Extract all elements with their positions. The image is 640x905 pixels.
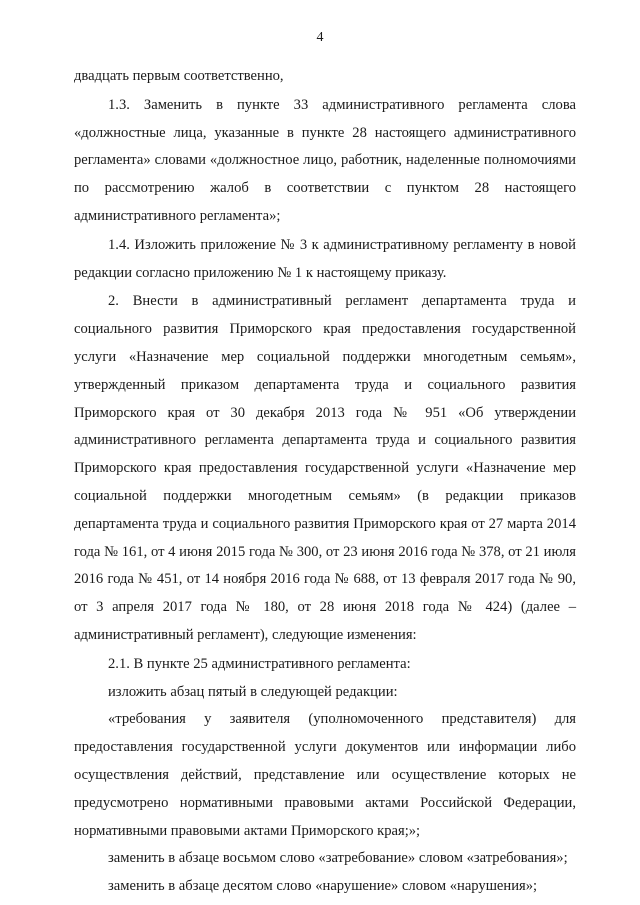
document-body bbox=[74, 63, 576, 901]
paragraph-1-3: 1.3. Заменить в пункте 33 административного регламента слова «должностные лица, указанные в пункте 28 настоящего административного регламента» словами «должностное лицо, работник, наделенные полномочиями по рассмотрению жалоб в соответствии с пунктом 28 настоящего административного регламента»; bbox=[74, 96, 576, 224]
paragraph-1-4: 1.4. Изложить приложение № 3 к административному регламенту в новой редакции согласно приложению № 1 к настоящему приказу. bbox=[74, 236, 576, 281]
paragraph-continuation: двадцать первым соответственно, bbox=[74, 68, 284, 84]
paragraph-amend-1: изложить абзац пятый в следующей редакции: bbox=[108, 683, 398, 700]
paragraph-2-1: 2.1. В пункте 25 административного регламента: bbox=[108, 655, 411, 672]
paragraph-amend-2: заменить в абзаце восьмом слово «затребование» словом «затребования»; bbox=[108, 850, 568, 867]
paragraph-amend-3: заменить в абзаце десятом слово «нарушение» словом «нарушения»; bbox=[108, 878, 538, 895]
paragraph-2: 2. Внести в административный регламент департамента труда и социального развития Приморского края предоставления государственной услуги «Назначение мер социальной поддержки многодетным семьям», утвержденный приказом департамента труда и социального развития Приморского края от 30 декабря 2013 года № 951 «Об утверждении административного регламента департамента труда и социального развития Приморского края предоставления государственной услуги «Назначение мер социальной поддержки многодетным семьям» (в редакции приказов департамента труда и социального развития Приморского края от 27 марта 2014 года № 161, от 4 июня 2015 года № 300, от 23 июня 2016 года № 378, от 21 июля 2016 года № 451, от 14 ноября 2016 года № 688, от 13 февраля 2017 года № 90, от 3 апреля 2017 года № 180, от 28 июня 2018 года № 424) (далее – административный регламент), следующие изменения: bbox=[74, 293, 576, 643]
page-number: 4 bbox=[316, 30, 324, 45]
paragraph-quote: «требования у заявителя (уполномоченного представителя) для предоставления государственной услуги документов или информации либо осуществления действий, представление или осуществление которых не предусмотрено нормативными правовыми актами Российской Федерации, нормативными правовыми актами Приморского края;»; bbox=[74, 711, 576, 839]
